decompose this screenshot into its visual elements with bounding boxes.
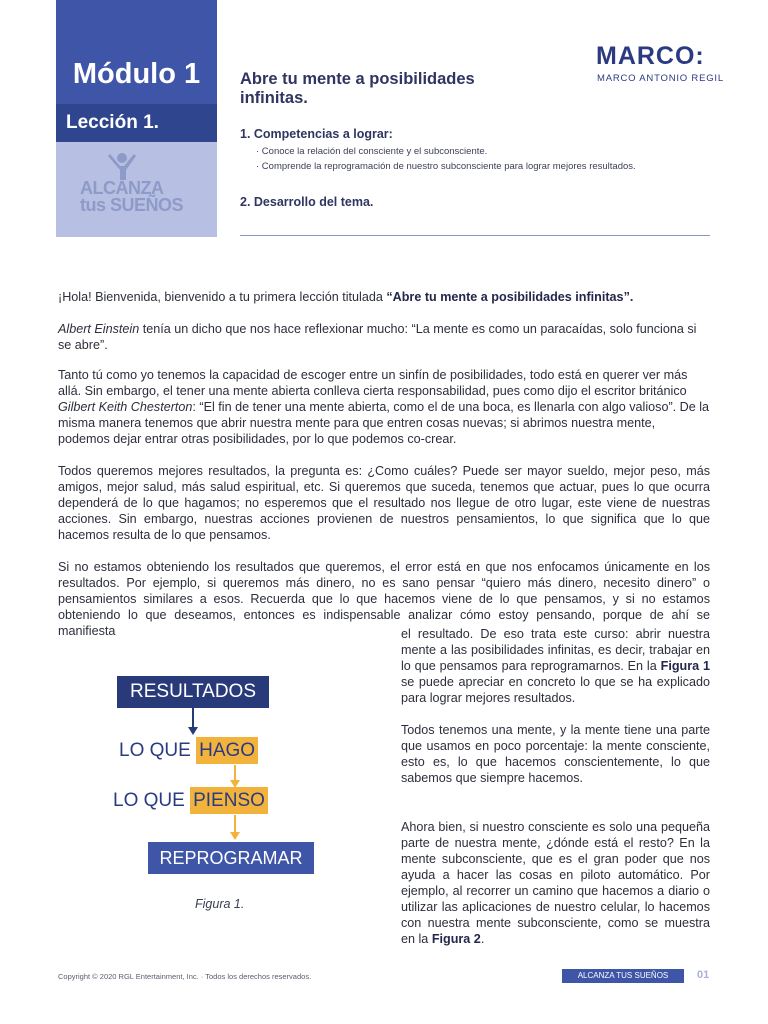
author-name: Gilbert Keith Chesterton xyxy=(58,400,193,414)
lesson-number: Lección 1. xyxy=(66,112,159,133)
paragraph-text: se puede apreciar en concreto lo que se ha explicado para lograr mejores resultados. xyxy=(401,675,710,705)
brand-logo-subtitle: MARCO ANTONIO REGIL xyxy=(597,73,724,84)
figure-row-prefix: LO QUE xyxy=(119,740,191,761)
arrow-down-icon xyxy=(229,815,241,841)
course-paragraph xyxy=(401,626,710,706)
figure-caption: Figura 1. xyxy=(195,897,245,911)
intro-text: ¡Hola! Bienvenida, bienvenido a tu primera lección titulada xyxy=(58,290,387,304)
einstein-quote: tenía un dicho que nos hace reflexionar mucho: “La mente es como un paracaídas, solo funciona si se abre”. xyxy=(58,322,697,352)
header-divider xyxy=(240,235,710,236)
paragraph-text: . xyxy=(480,932,485,946)
lesson-title-quote: “Abre tu mente a posibilidades infinitas”. xyxy=(386,290,634,304)
subconscious-paragraph xyxy=(401,819,710,947)
figure-row-prefix: LO QUE xyxy=(113,790,185,811)
figure-highlight-think: PIENSO xyxy=(190,787,268,814)
figure-box-reprogram: REPROGRAMAR xyxy=(148,842,314,874)
author-name: Albert Einstein xyxy=(58,322,140,336)
openmind-paragraph xyxy=(58,367,710,447)
lesson-heading: Abre tu mente a posibilidades infinitas. xyxy=(240,70,475,107)
development-heading: 2. Desarrollo del tema. xyxy=(240,195,374,209)
footer-badge: ALCANZA TUS SUEÑOS xyxy=(562,969,684,983)
competency-item: · Comprende la reprogramación de nuestro subconsciente para lograr mejores resultados. xyxy=(256,161,636,172)
competencies-heading: 1. Competencias a lograr: xyxy=(240,127,393,141)
figure-reference: Figura 1 xyxy=(660,659,710,673)
arrow-down-icon xyxy=(229,765,241,789)
figure-row-do xyxy=(119,740,258,762)
einstein-paragraph xyxy=(58,321,710,353)
watermark-text-bottom: tus SUEÑOS xyxy=(80,195,184,215)
intro-paragraph xyxy=(58,289,710,305)
figure-highlight-do: HAGO xyxy=(196,737,258,764)
arrow-down-icon xyxy=(187,708,199,736)
brand-logo: MARCO: xyxy=(596,42,705,70)
paragraph-text: : “El fin de tener una mente abierta, como el de una boca, es llenarla con algo valioso”. De la misma manera tenemos que abrir nuestra mente para que entren cosas nuevas; si abrimos nuestra mente, podemos dejar entrar otras posibilidades, por lo que podemos co-crear. xyxy=(58,400,710,446)
paragraph-text: Ahora bien, si nuestro consciente es solo una pequeña parte de nuestra mente, ¿dónde está el resto? En la mente subconsciente, que es el gran poder que nos ayuda a hacer las cosas en piloto automático. Por ejemplo, al recorrer un camino que hacemos a diario o utilizar las aplicaciones de nuestro celular, lo hacemos con nuestra mente subconsciente, como se muestra en la xyxy=(401,820,710,946)
paragraph-text: el resultado. De eso trata este curso: abrir nuestra mente a las posibilidades infinitas, es decir, trabajar en lo que pensamos para reprogramarnos. En la xyxy=(401,627,710,673)
figure-reference: Figura 2 xyxy=(431,932,481,946)
results-paragraph: Todos queremos mejores resultados, la pregunta es: ¿Como cuáles? Puede ser mayor sueldo, mejor peso, más amigos, mejor salud, más salud espiritual, etc. Si queremos que suceda, tenemos que actuar, pues lo que ocurra dependerá de lo que hagamos; no esperemos que el resultado nos llegue de otro lugar, este viene de nuestras acciones. Sin embargo, nuestras acciones provienen de nuestros pensamientos, lo que significa que lo que hacemos resulta de lo que pensamos. xyxy=(58,464,710,542)
figure-row-think xyxy=(113,790,268,812)
figure-box-results: RESULTADOS xyxy=(117,676,269,708)
thinking-paragraph: Si no estamos obteniendo los resultados que queremos, el error está en que nos enfocamos únicamente en los resultados. Por ejemplo, si queremos más dinero, no es sano pensar “quiero más dinero, necesito dinero” o pensamientos similares a esos. Recuerda que lo que hacemos viene de lo que pensamos, y si no estamos obteniendo lo que deseamos, entonces es indispensable analizar cómo estoy pensando, porque de ahí se manifiesta xyxy=(58,560,710,638)
module-title: Módulo 1 xyxy=(72,58,201,90)
page-number: 01 xyxy=(697,969,710,981)
copyright-notice: Copyright © 2020 RGL Entertainment, Inc. · Todos los derechos reservados. xyxy=(58,972,312,981)
competency-item: · Conoce la relación del consciente y el subconsciente. xyxy=(256,146,488,157)
conscious-paragraph: Todos tenemos una mente, y la mente tiene una parte que usamos en poco porcentaje: la mente consciente, esto es, lo que hacemos conscientemente, lo que sabemos que siempre hacemos. xyxy=(401,723,710,785)
paragraph-text: Tanto tú como yo tenemos la capacidad de escoger entre un sinfín de posibilidades, todo está en querer ver más allá. Sin embargo, el tener una mente abierta conlleva cierta responsabilidad, pues como dijo el escritor británico xyxy=(58,368,688,398)
watermark-text-top: ALCANZA xyxy=(80,178,164,198)
